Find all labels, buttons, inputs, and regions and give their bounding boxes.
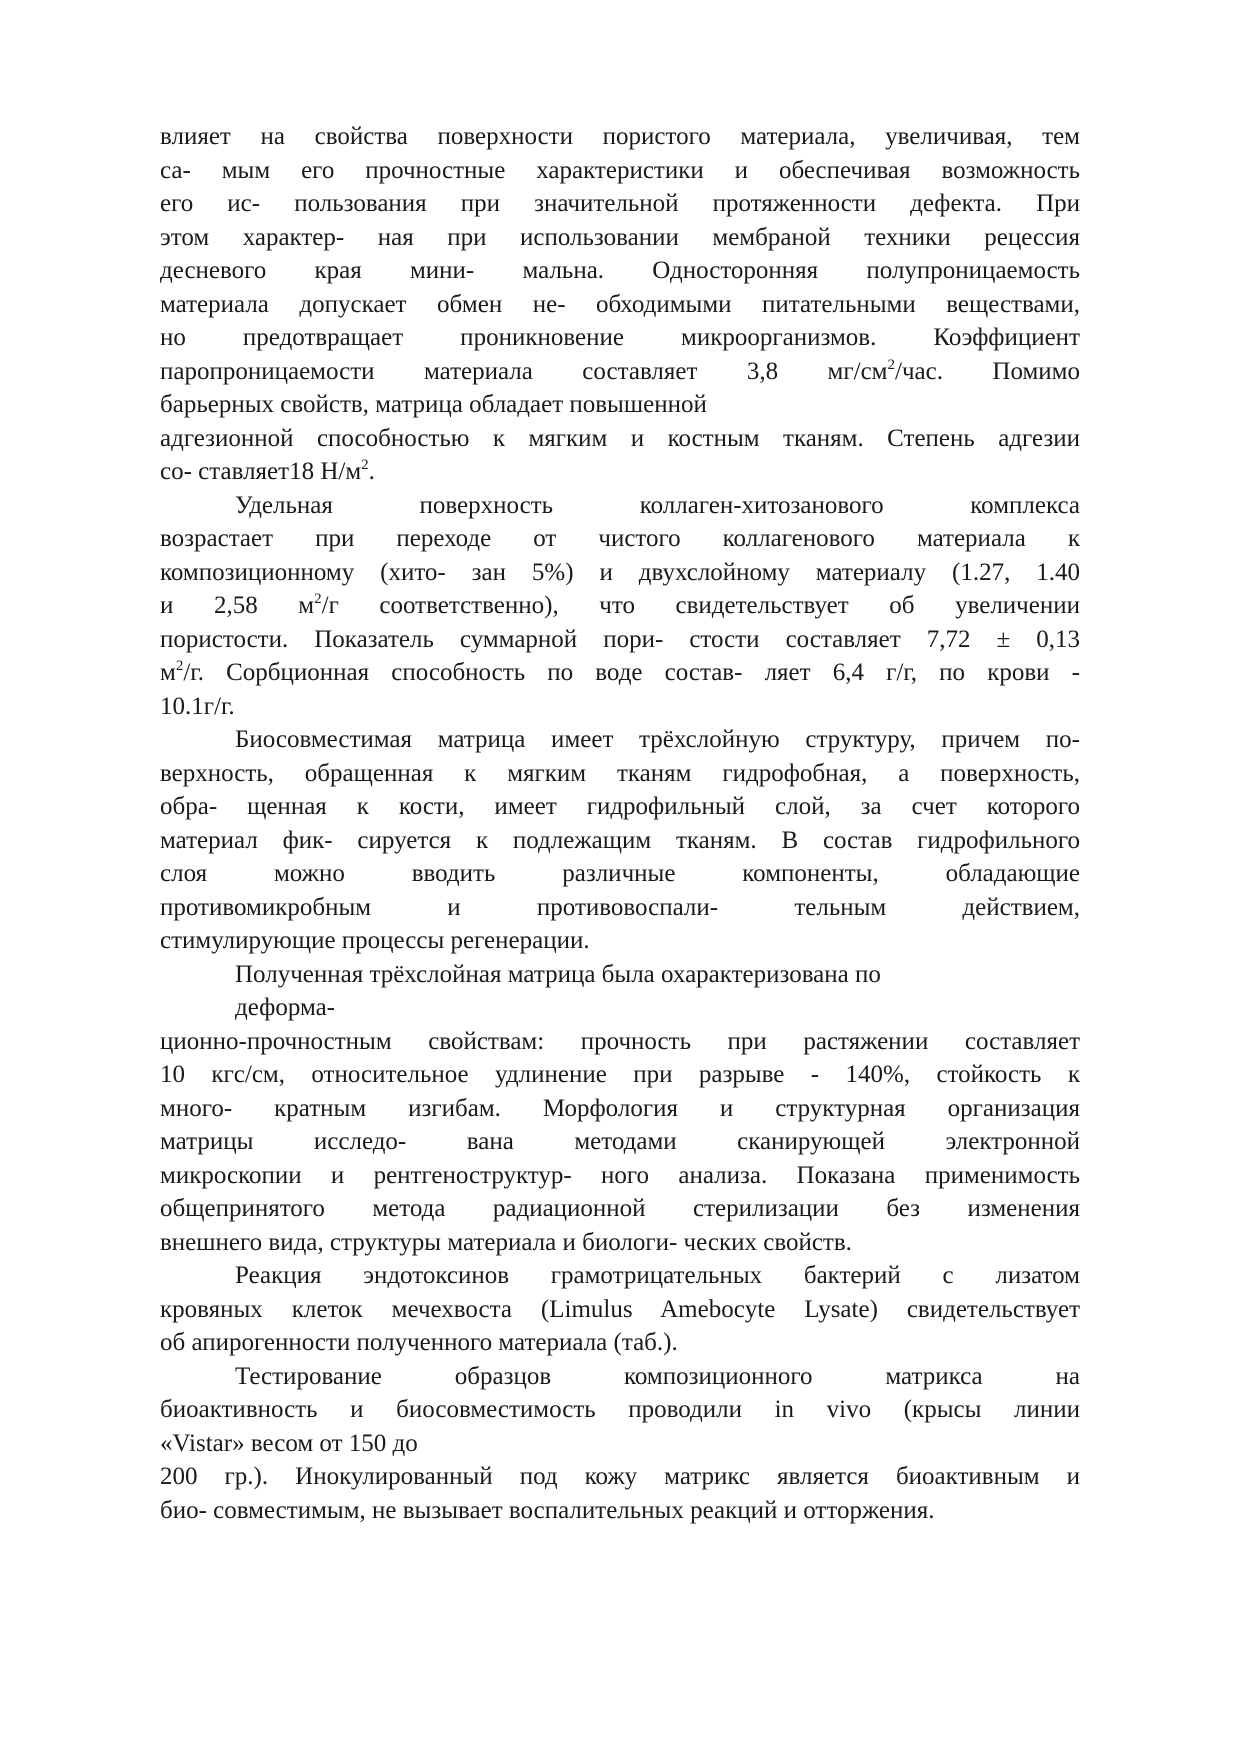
paragraph-1 bbox=[160, 120, 1080, 489]
text-line: материал фик- сируется к подлежащим тканям. В состав гидрофильного bbox=[160, 826, 1080, 854]
text-line: 200 гр.). Инокулированный под кожу матрикс является биоактивным и bbox=[160, 1463, 1080, 1490]
text-line: верхность, обращенная к мягким тканям гидрофобная, а поверхность, bbox=[160, 759, 1080, 787]
text-line: барьерных свойств, матрица обладает повышенной bbox=[160, 391, 707, 418]
text-line: Реакция эндотоксинов грамотрицательных бактерий с лизатом bbox=[235, 1262, 1080, 1289]
text-line: десневого края мини- мальна. Односторонняя полупроницаемость bbox=[160, 257, 1080, 284]
paragraph-4 bbox=[160, 958, 1080, 1260]
text-segment: . bbox=[368, 458, 375, 485]
text-line: но предотвращает проникновение микроорганизмов. Коэффициент bbox=[160, 324, 1080, 351]
text-segment: паропроницаемости материала составляет 3,8 мг/см bbox=[160, 357, 888, 385]
text-segment: со- ставляет18 Н/м bbox=[160, 458, 362, 485]
text-line: «Vistar» весом от 150 до bbox=[160, 1429, 418, 1457]
text-segment: и 2,58 м bbox=[160, 592, 315, 619]
text-segment: /г. Сорбционная способность по воде состав- ляет 6,4 г/г, по крови - bbox=[183, 659, 1080, 686]
text-line: са- мым его прочностные характеристики и обеспечивая возможность bbox=[160, 156, 1080, 184]
text-line: Удельная поверхность коллаген-хитозанового комплекса bbox=[235, 491, 1080, 519]
text-line: композиционному (хито- зан 5%) и двухслойному материалу (1.27, 1.40 bbox=[160, 558, 1080, 586]
paragraph-2 bbox=[160, 489, 1080, 724]
text-line bbox=[160, 656, 1080, 690]
text-line: микроскопии и рентгеноструктур- ного анализа. Показана применимость bbox=[160, 1161, 1080, 1189]
text-line: этом характер- ная при использовании мембраной техники рецессия bbox=[160, 223, 1080, 251]
superscript: 2 bbox=[175, 658, 184, 674]
text-line: много- кратным изгибам. Морфология и структурная организация bbox=[160, 1094, 1080, 1122]
text-line: 10 кгс/см, относительное удлинение при разрыве - 140%, стойкость к bbox=[160, 1061, 1080, 1088]
text-line: Биосовместимая матрица имеет трёхслойную структуру, причем по- bbox=[235, 726, 1080, 753]
text-segment: /г соответственно), что свидетельствует об увеличении bbox=[321, 592, 1080, 619]
text-line: адгезионной способностью к мягким и костным тканям. Степень адгезии bbox=[160, 424, 1080, 452]
paragraph-6 bbox=[160, 1360, 1080, 1528]
text-line: стимулирующие процессы регенерации. bbox=[160, 927, 590, 954]
text-line: его ис- пользования при значительной протяженности дефекта. При bbox=[160, 190, 1080, 217]
paragraph-3 bbox=[160, 723, 1080, 958]
text-line: обра- щенная к кости, имеет гидрофильный слой, за счет которого bbox=[160, 793, 1080, 820]
text-line: противомикробным и противовоспали- тельным действием, bbox=[160, 893, 1080, 921]
text-line: кровяных клеток мечехвоста (Limulus Amebocyte Lysate) свидетельствует bbox=[160, 1295, 1080, 1323]
text-line: общепринятого метода радиационной стерилизации без изменения bbox=[160, 1195, 1080, 1222]
text-line: материала допускает обмен не- обходимыми питательными веществами, bbox=[160, 290, 1080, 318]
superscript: 2 bbox=[314, 591, 322, 607]
text-line: пористости. Показатель суммарной пори- стости составляет 7,72 ± 0,13 bbox=[160, 625, 1080, 653]
text-line bbox=[160, 455, 1080, 489]
superscript: 2 bbox=[887, 356, 895, 373]
text-line: ционно-прочностным свойствам: прочность при растяжении составляет bbox=[160, 1027, 1080, 1055]
superscript: 2 bbox=[361, 457, 369, 473]
text-line: био- совместимым, не вызывает воспалительных реакций и отторжения. bbox=[160, 1496, 935, 1524]
text-line: возрастает при переходе от чистого коллагенового материала к bbox=[160, 525, 1080, 552]
text-line: матрицы исследо- вана методами сканирующей электронной bbox=[160, 1128, 1080, 1155]
text-line: 10.1г/г. bbox=[160, 692, 235, 720]
text-line: внешнего вида, структуры материала и биологи- ческих свойств. bbox=[160, 1228, 852, 1256]
text-line: об апирогенности полученного материала (таб.). bbox=[160, 1329, 678, 1356]
text-line: биоактивность и биосовместимость проводили in vivo (крысы линии bbox=[160, 1396, 1080, 1423]
document-page bbox=[160, 120, 1080, 1527]
text-line: влияет на свойства поверхности пористого материала, увеличивая, тем bbox=[160, 123, 1080, 150]
text-line: Тестирование образцов композиционного матрикса на bbox=[235, 1362, 1080, 1390]
text-line bbox=[160, 589, 1080, 623]
text-line: Полученная трёхслойная матрица была охарактеризована по bbox=[235, 960, 881, 988]
text-line bbox=[160, 355, 1080, 389]
text-segment: м bbox=[160, 659, 176, 686]
text-segment: /час. Помимо bbox=[895, 357, 1081, 385]
text-line: слоя можно вводить различные компоненты, обладающие bbox=[160, 860, 1080, 887]
text-line: деформа- bbox=[235, 994, 336, 1021]
paragraph-5 bbox=[160, 1259, 1080, 1360]
